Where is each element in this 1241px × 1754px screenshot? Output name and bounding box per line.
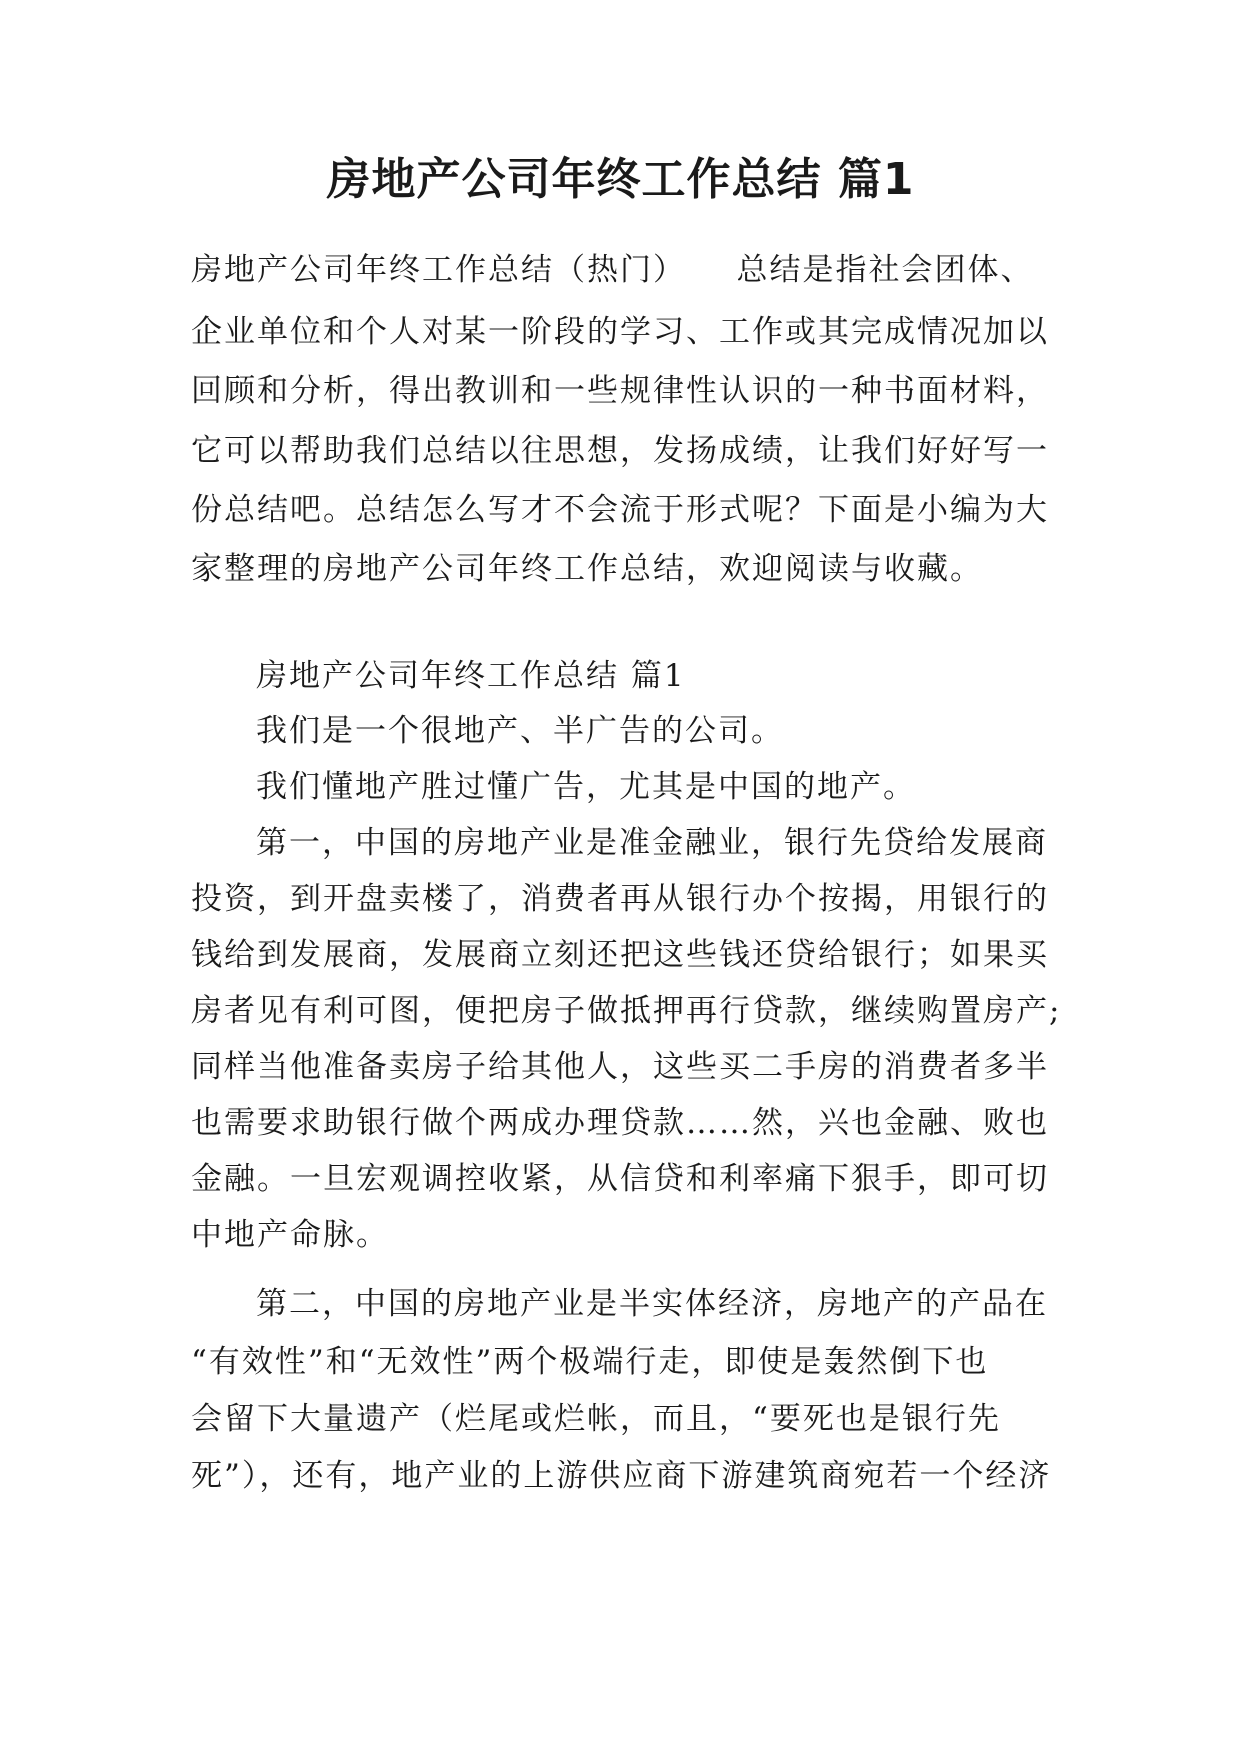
body-line: 金融。一旦宏观调控收紧，从信贷和利率痛下狠手，即可切 bbox=[191, 1161, 1049, 1197]
body-line: 也需要求助银行做个两成办理贷款……然，兴也金融、败也 bbox=[191, 1105, 1049, 1141]
intro-line: 回顾和分析，得出教训和一些规律性认识的一种书面材料， bbox=[191, 373, 1049, 409]
body-line: 投资，到开盘卖楼了，消费者再从银行办个按揭，用银行的 bbox=[191, 881, 1049, 917]
intro-line: 份总结吧。总结怎么写才不会流于形式呢？下面是小编为大 bbox=[191, 492, 1049, 528]
document-title: 房地产公司年终工作总结 篇1 bbox=[326, 154, 915, 205]
intro-line: 它可以帮助我们总结以往思想，发扬成绩，让我们好好写一 bbox=[191, 433, 1049, 469]
body-line: 第一，中国的房地产业是准金融业，银行先贷给发展商 bbox=[256, 825, 1048, 861]
section-heading: 房地产公司年终工作总结 篇1 bbox=[256, 658, 686, 694]
intro-line: 企业单位和个人对某一阶段的学习、工作或其完成情况加以 bbox=[191, 314, 1049, 350]
body-line: 同样当他准备卖房子给其他人，这些买二手房的消费者多半 bbox=[191, 1049, 1049, 1085]
intro-line: 家整理的房地产公司年终工作总结，欢迎阅读与收藏。 bbox=[191, 551, 983, 587]
body-line: 第二，中国的房地产业是半实体经济，房地产的产品在 bbox=[256, 1286, 1048, 1322]
body-line: 中地产命脉。 bbox=[191, 1217, 389, 1253]
body-line: 会留下大量遗产（烂尾或烂帐，而且，“要死也是银行先 bbox=[191, 1401, 1001, 1437]
body-line: 我们是一个很地产、半广告的公司。 bbox=[256, 713, 784, 749]
body-line: 钱给到发展商，发展商立刻还把这些钱还贷给银行；如果买 bbox=[191, 937, 1049, 973]
intro-line: 房地产公司年终工作总结（热门） 总结是指社会团体、 bbox=[191, 252, 1034, 288]
body-line: 我们懂地产胜过懂广告，尤其是中国的地产。 bbox=[256, 769, 916, 805]
body-line: 死”），还有，地产业的上游供应商下游建筑商宛若一个经济 bbox=[191, 1458, 1052, 1494]
body-line: “有效性”和“无效性”两个极端行走，即使是轰然倒下也 bbox=[191, 1344, 989, 1380]
body-line: 房者见有利可图，便把房子做抵押再行贷款，继续购置房产; bbox=[191, 993, 1062, 1029]
